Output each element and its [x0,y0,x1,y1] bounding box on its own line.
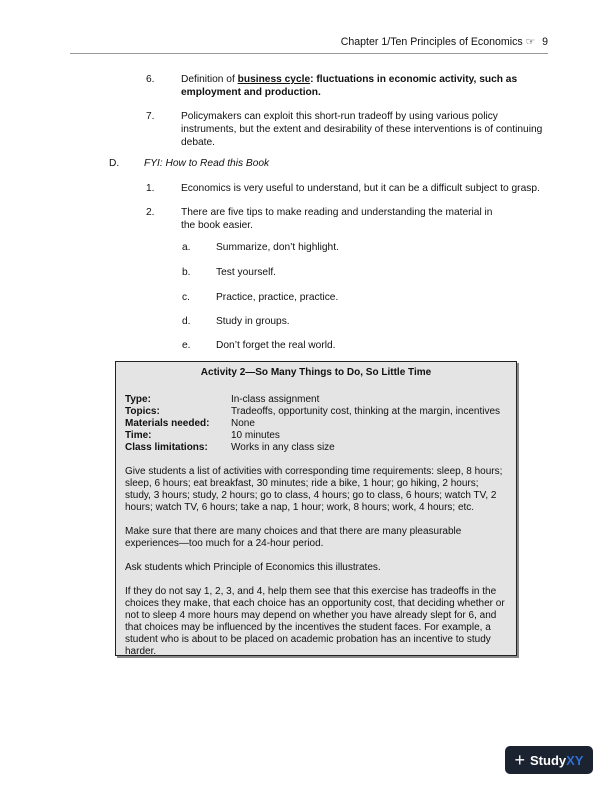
list-item: 1. Economics is very useful to understand, but it can be a difficult subject to grasp. [146,183,540,194]
section-letter: D. [109,158,120,169]
list-item-7 [146,110,546,149]
page-header [70,36,548,54]
activity-paragraph: Make sure that there are many choices and that there are many pleasurable experiences—too much for a 24-hour period. [125,526,462,549]
list-item-6 [146,73,546,99]
activity-title: Activity 2—So Many Things to Do, So Little Time [200,367,432,378]
activity-paragraph: Ask students which Principle of Economics this illustrates. [125,562,381,573]
tip-item: a. Summarize, don’t highlight. [182,242,339,253]
detail-row: Type: In-class assignment [125,394,320,405]
page-number: 9 [542,36,548,48]
business-cycle-term: business cycle [237,74,311,85]
activity-paragraph: Give students a list of activities with corresponding time requirements: sleep, 8 hours; sleep, 6 hours; eat breakfast, 30 minutes; ride a bike, 1 hour; go hiking, 2 hours; study, 3 hours; study, 2 hours; go to class, 4 hours; go to class, 6 hours; watch TV, 2 hours; watch TV, 6 hours; take a nap, 1 hour; work, 8 hours; work, 4 hours; etc. [125,466,503,513]
section-d [109,157,509,170]
detail-row: Topics: Tradeoffs, opportunity cost, thinking at the margin, incentives [125,406,501,417]
chapter-title: Chapter 1/Ten Principles of Economics [340,36,523,48]
tip-item: e. Don’t forget the real world. [182,340,336,351]
plus-icon: + [514,749,526,770]
studyxy-logo: + Study XY [505,746,593,774]
tip-item: b. Test yourself. [182,267,277,278]
activity-paragraph: If they do not say 1, 2, 3, and 4, help them see that this exercise has tradeoffs in the choices they make, that each choice has an opportunity cost, that deciding whether or not to sleep 4 more hours may depend on whether you have already slept for 6, and that choices may be influenced by the incentives the student faces. For example, a student who is about to be placed on academic probation has an incentive to study harder. [125,586,505,657]
pointing-hand-icon: ☞ [525,36,536,48]
detail-row: Materials needed: None [125,418,255,429]
list-item: 2. There are five tips to make reading and understanding the material in the book easier. [146,207,493,231]
item-number: 6. [146,74,155,85]
item-text: Policymakers can exploit this short-run tradeoff by using various policy instruments, but the extent and desirability of these interventions is of continuing debate. [181,111,543,148]
detail-row: Class limitations: Works in any class size [125,442,335,453]
detail-row: Time: 10 minutes [125,430,280,441]
tip-item: c. Practice, practice, practice. [182,292,339,303]
tip-item: d. Study in groups. [182,316,290,327]
section-title: FYI: How to Read this Book [144,158,270,169]
item-text: Definition of business cycle: fluctuations in economic activity, such as employment and production. [181,74,518,98]
activity-box [115,361,517,656]
item-number: 7. [146,111,155,122]
